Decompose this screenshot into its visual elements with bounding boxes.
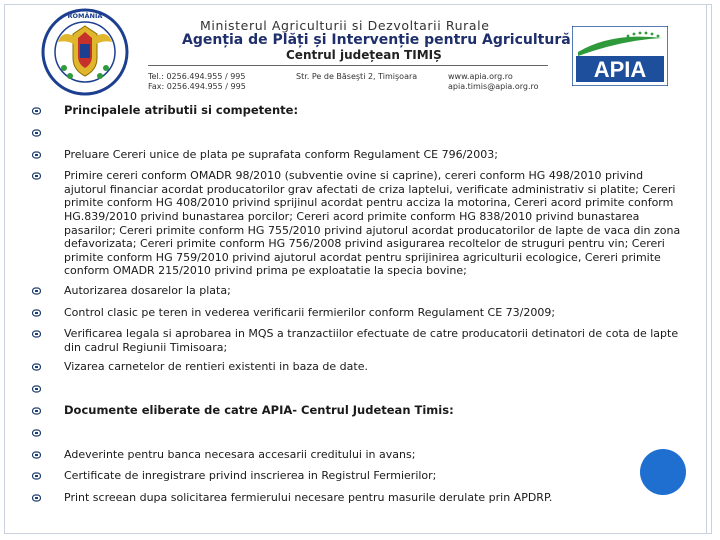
- letterhead-divider: [148, 65, 548, 66]
- bullet-item: [32, 404, 682, 418]
- bullet-marker-icon: [32, 107, 41, 115]
- bullet-marker-icon: [32, 429, 41, 437]
- bullet-list: [32, 104, 682, 512]
- bullet-item: [32, 469, 682, 483]
- bullet-text: Vizarea carnetelor de rentieri existenti in baza de date.: [64, 360, 368, 374]
- bullet-text: Primire cereri conform OMADR 98/2010 (subventie ovine si caprine), cereri conform HG 498/2010 privind ajutorul financiar acordat producatorilor grav afectati de criza laptelui, verificate administrativ si platite; Cereri primite conform HG 408/2010 privind sprijinul acordat pentru acciza la motorina, Cereri acord primite conform HG.839/2010 privind bunastarea porcilor; Cereri acord primite conform HG 838/2010 privind bunastarea pasarilor; Cereri primite conform HG 755/2010 privind ajutorul acordat producatorilor de lapte de vaca din zona defavorizata; Cereri primite conform HG 756/2008 privind asigurarea recoltelor de struguri pentru vin; Cereri primite conform HG 759/2010 privind ajutorul acordat pentru sprijinirea agriculturii ecologice, Cereri primite conform OMADR 215/2010 privind prima pe exploatatie la specia bovine;: [64, 169, 681, 278]
- fax-text: Fax: 0256.494.955 / 995: [148, 82, 246, 91]
- bullet-item: [32, 306, 682, 320]
- email-text: apia.timis@apia.org.ro: [448, 82, 539, 91]
- decorative-blue-circle: [640, 449, 686, 495]
- bullet-marker-icon: [32, 309, 41, 317]
- bullet-marker-icon: [32, 494, 41, 502]
- phone-text: Tel.: 0256.494.955 / 995: [148, 72, 246, 81]
- bullet-text: Documente eliberate de catre APIA- Centrul Judetean Timis:: [64, 402, 454, 417]
- bullet-text: Certificate de inregistrare privind inscrierea in Registrul Fermierilor;: [64, 469, 437, 483]
- bullet-item: [32, 327, 682, 354]
- bullet-item: [32, 491, 682, 505]
- ministry-crest-icon: [30, 8, 140, 96]
- ministry-name: Ministerul Agriculturii si Dezvoltarii Rurale: [200, 18, 490, 33]
- apia-logo-text: APIA: [593, 57, 647, 82]
- bullet-marker-icon: [32, 385, 41, 393]
- bullet-item: [32, 426, 682, 438]
- bullet-item: [32, 382, 682, 394]
- bullet-item: [32, 126, 682, 138]
- letterhead-text: [148, 8, 571, 98]
- bullet-text: Print screean dupa solicitarea fermierului necesare pentru masurile derulate prin APDRP.: [64, 490, 553, 504]
- bullet-marker-icon: [32, 129, 41, 137]
- center-name: Centrul județean TIMIȘ: [286, 48, 442, 62]
- apia-logo-icon: [572, 26, 668, 86]
- bullet-marker-icon: [32, 287, 41, 295]
- bullet-text: Principalele atributii si competente:: [64, 103, 299, 117]
- bullet-marker-icon: [32, 151, 41, 159]
- bullet-item: [32, 169, 682, 278]
- bullet-item: [32, 360, 682, 374]
- bullet-marker-icon: [32, 407, 41, 415]
- bullet-marker-icon: [32, 172, 41, 180]
- contact-address: Str. Pe de Băseşti 2, Timişoara: [296, 72, 418, 81]
- bullet-marker-icon: [32, 330, 41, 338]
- bullet-item: [32, 104, 682, 118]
- bullet-text: Verificarea legala si aprobarea in MQS a tranzactiilor efectuate de catre producatorii detinatori de cota de lapte din cadrul Regiunii Timisoara;: [64, 327, 679, 354]
- bullet-marker-icon: [32, 363, 41, 371]
- bullet-marker-icon: [32, 472, 41, 480]
- letterhead: [30, 8, 690, 98]
- contact-web: [448, 72, 539, 92]
- bullet-item: [32, 148, 682, 162]
- bullet-text: Preluare Cereri unice de plata pe suprafata conform Regulament CE 796/2003;: [64, 147, 498, 161]
- website-text: www.apia.org.ro: [448, 72, 513, 81]
- bullet-marker-icon: [32, 451, 41, 459]
- slide-frame-right-rule: [706, 4, 712, 534]
- bullet-item: [32, 448, 682, 462]
- bullet-text: Control clasic pe teren in vederea verificarii fermierilor conform Regulament CE 73/2009;: [64, 305, 556, 319]
- bullet-item: [32, 284, 682, 298]
- bullet-text: Autorizarea dosarelor la plata;: [64, 283, 231, 297]
- contact-phone-fax: [148, 72, 246, 92]
- svg-text:ROMÂNIA: ROMÂNIA: [67, 12, 103, 20]
- agency-name: Agenția de Plăți și Intervenție pentru Agricultură: [182, 32, 571, 48]
- bullet-text: Adeverinte pentru banca necesara accesarii creditului in avans;: [64, 447, 416, 461]
